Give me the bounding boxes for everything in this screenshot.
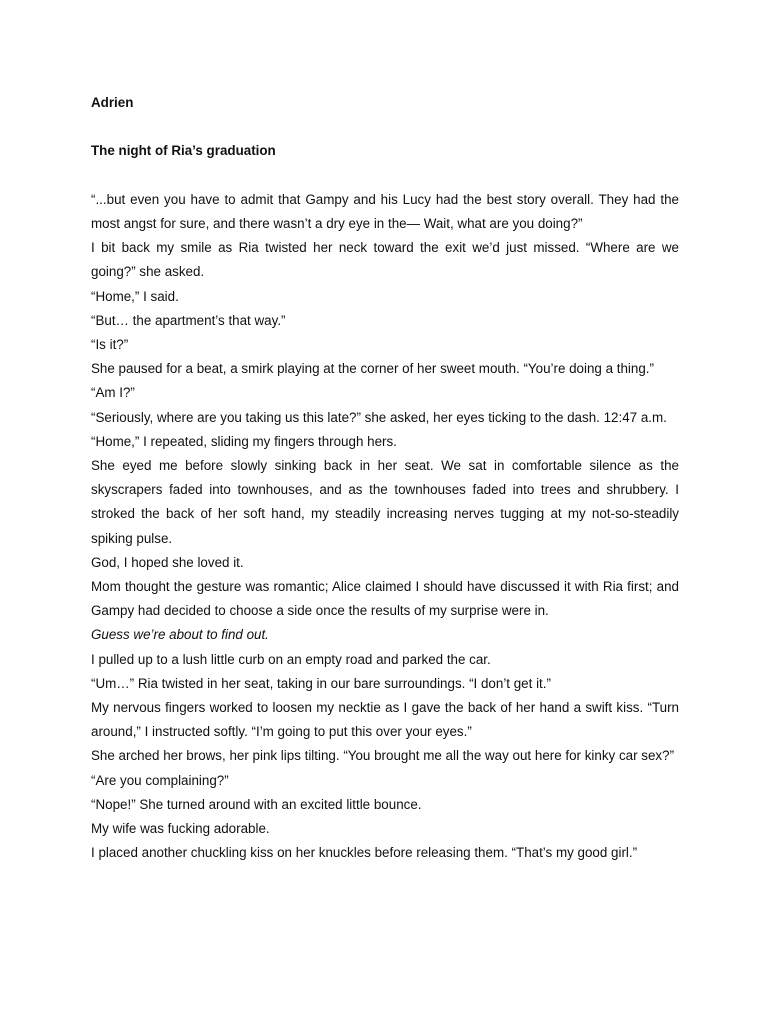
- paragraph: She arched her brows, her pink lips tilting. “You brought me all the way out here for kinky car sex?”: [91, 748, 675, 764]
- paragraph: My wife was fucking adorable.: [91, 821, 270, 837]
- paragraph: “Home,” I said.: [91, 288, 179, 304]
- paragraph: My nervous fingers worked to loosen my necktie as I gave the back of her hand a swift kiss. “Turn around,” I instructed softly. “I’m going to put this over your eyes.”: [91, 700, 679, 740]
- document-body: [91, 91, 679, 865]
- paragraph: Mom thought the gesture was romantic; Alice claimed I should have discussed it with Ria first; and Gampy had decided to choose a side once the results of my surprise were in.: [91, 579, 679, 619]
- chapter-title: Adrien: [91, 95, 134, 110]
- paragraph: “But… the apartment’s that way.”: [91, 312, 286, 328]
- paragraph: I placed another chuckling kiss on her knuckles before releasing them. “That’s my good girl.”: [91, 845, 638, 861]
- paragraph: “Nope!” She turned around with an excited little bounce.: [91, 796, 422, 812]
- paragraph: “Seriously, where are you taking us this late?” she asked, her eyes ticking to the dash. 12:47 a.m.: [91, 409, 667, 425]
- paragraph: Guess we’re about to find out.: [91, 627, 269, 643]
- paragraph: I bit back my smile as Ria twisted her neck toward the exit we’d just missed. “Where are we going?” she asked.: [91, 240, 679, 280]
- paragraph-list: [91, 188, 679, 866]
- paragraph: “Are you complaining?”: [91, 772, 229, 788]
- paragraph: “Home,” I repeated, sliding my fingers through hers.: [91, 433, 397, 449]
- paragraph: “Um…” Ria twisted in her seat, taking in our bare surroundings. “I don’t get it.”: [91, 675, 551, 691]
- paragraph: “Is it?”: [91, 337, 129, 352]
- scene-title: The night of Ria’s graduation: [91, 143, 276, 159]
- paragraph: I pulled up to a lush little curb on an empty road and parked the car.: [91, 651, 491, 667]
- paragraph: God, I hoped she loved it.: [91, 554, 244, 570]
- paragraph: She eyed me before slowly sinking back in her seat. We sat in comfortable silence as the skyscrapers faded into townhouses, and as the townhouses faded into trees and shrubbery. I stroked the back of her soft hand, my steadily increasing nerves tugging at my not-so-steadily spiking pulse.: [91, 458, 679, 546]
- paragraph: She paused for a beat, a smirk playing at the corner of her sweet mouth. “You’re doing a thing.”: [91, 361, 654, 377]
- paragraph: “...but even you have to admit that Gampy and his Lucy had the best story overall. They had the most angst for sure, and there wasn’t a dry eye in the— Wait, what are you doing?”: [91, 191, 679, 231]
- paragraph: “Am I?”: [91, 385, 135, 401]
